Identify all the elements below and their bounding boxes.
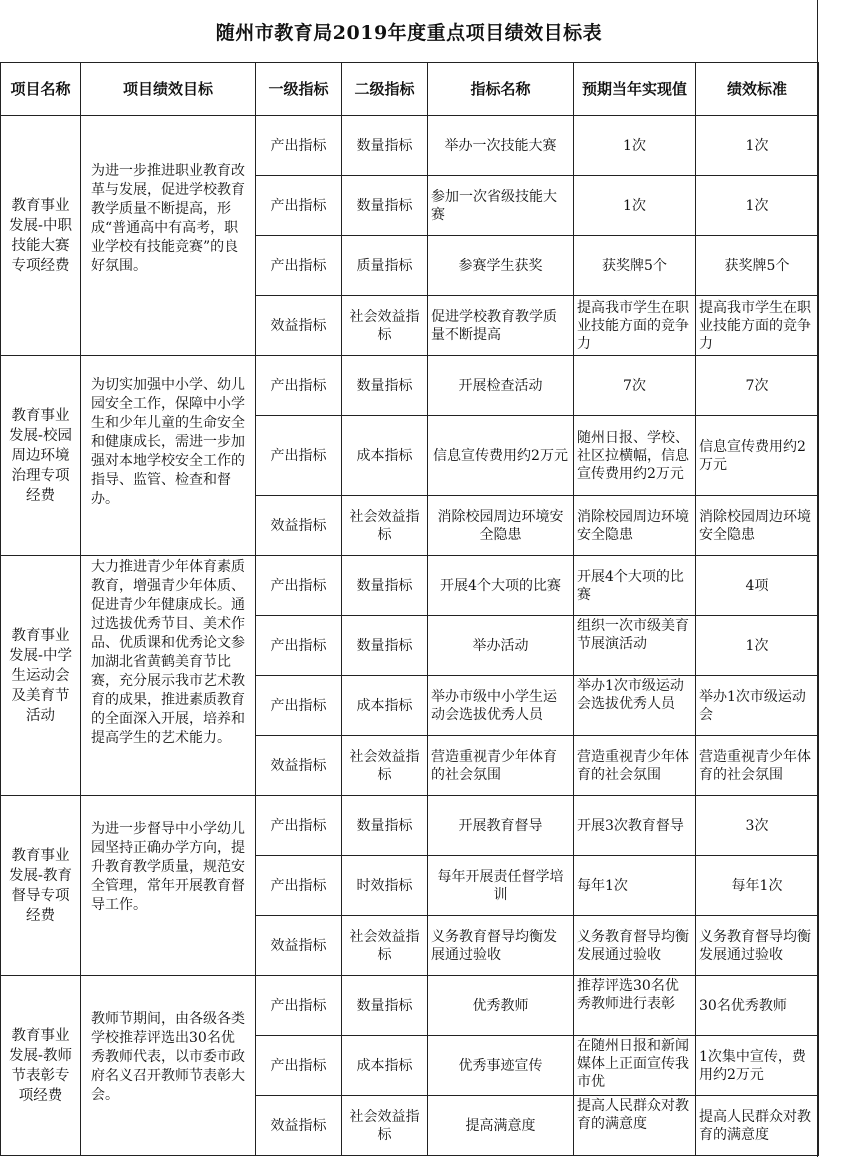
level1-cell: 效益指标: [256, 1096, 342, 1156]
level2-cell: 数量指标: [342, 556, 428, 616]
indicator-cell: 开展教育督导: [428, 796, 574, 856]
project-goal: 为进一步督导中小学幼儿园坚持正确办学方向，提升教育教学质量，规范安全管理，常年开展教育督导工作。: [81, 796, 256, 976]
table-row: [1, 796, 819, 856]
indicator-cell: 每年开展责任督学培训: [428, 856, 574, 916]
indicator-cell: 提高满意度: [428, 1096, 574, 1156]
indicator-cell: 举办一次技能大赛: [428, 116, 574, 176]
expected-cell: 获奖牌5个: [574, 236, 696, 296]
standard-cell: 义务教育督导均衡发展通过验收: [696, 916, 819, 976]
standard-cell: 3次: [696, 796, 819, 856]
expected-cell: 7次: [574, 356, 696, 416]
indicator-cell: 举办活动: [428, 616, 574, 676]
level2-cell: 社会效益指标: [342, 1096, 428, 1156]
indicator-cell: 营造重视青少年体育的社会氛围: [428, 736, 574, 796]
level1-cell: 产出指标: [256, 116, 342, 176]
standard-cell: 消除校园周边环境安全隐患: [696, 496, 819, 556]
project-name: 教育事业发展-教师节表彰专项经费: [1, 976, 81, 1156]
indicator-cell: 开展4个大项的比赛: [428, 556, 574, 616]
standard-cell: 提高我市学生在职业技能方面的竞争力: [696, 296, 819, 356]
standard-cell: 30名优秀教师: [696, 976, 819, 1036]
standard-cell: 举办1次市级运动会: [696, 676, 819, 736]
level1-cell: 产出指标: [256, 796, 342, 856]
standard-cell: 1次集中宣传，费用约2万元: [696, 1036, 819, 1096]
indicator-cell: 义务教育督导均衡发展通过验收: [428, 916, 574, 976]
indicator-cell: 开展检查活动: [428, 356, 574, 416]
project-name: 教育事业发展-中学生运动会及美育节活动: [1, 556, 81, 796]
table-row: [1, 116, 819, 176]
level2-cell: 社会效益指标: [342, 496, 428, 556]
expected-cell: 在随州日报和新闻媒体上正面宣传我市优: [574, 1036, 696, 1096]
indicator-cell: 参赛学生获奖: [428, 236, 574, 296]
level2-cell: 社会效益指标: [342, 296, 428, 356]
standard-cell: 1次: [696, 116, 819, 176]
level1-cell: 效益指标: [256, 496, 342, 556]
header-expected: 预期当年实现值: [574, 63, 696, 116]
page-title: 随州市教育局2019年度重点项目绩效目标表: [215, 21, 603, 44]
level2-cell: 成本指标: [342, 1036, 428, 1096]
header-level1: 一级指标: [256, 63, 342, 116]
indicator-cell: 优秀事迹宣传: [428, 1036, 574, 1096]
standard-cell: 7次: [696, 356, 819, 416]
project-goal: 为切实加强中小学、幼儿园安全工作，保障中小学生和少年儿童的生命安全和健康成长，需进一步加强对本地学校安全工作的指导、监管、检查和督办。: [81, 356, 256, 556]
table-row: [1, 356, 819, 416]
header-level2: 二级指标: [342, 63, 428, 116]
standard-cell: 1次: [696, 176, 819, 236]
level1-cell: 产出指标: [256, 976, 342, 1036]
project-name: 教育事业发展-中职技能大赛专项经费: [1, 116, 81, 356]
level1-cell: 效益指标: [256, 916, 342, 976]
standard-cell: 提高人民群众对教育的满意度: [696, 1096, 819, 1156]
project-name: 教育事业发展-教育督导专项经费: [1, 796, 81, 976]
level2-cell: 数量指标: [342, 796, 428, 856]
indicator-cell: 优秀教师: [428, 976, 574, 1036]
level1-cell: 产出指标: [256, 356, 342, 416]
expected-cell: 消除校园周边环境安全隐患: [574, 496, 696, 556]
project-name: 教育事业发展-校园周边环境治理专项经费: [1, 356, 81, 556]
level1-cell: 产出指标: [256, 556, 342, 616]
expected-cell: 随州日报、学校、社区拉横幅，信息宣传费用约2万元: [574, 416, 696, 496]
standard-cell: 获奖牌5个: [696, 236, 819, 296]
level2-cell: 数量指标: [342, 616, 428, 676]
standard-cell: 营造重视青少年体育的社会氛围: [696, 736, 819, 796]
level1-cell: 产出指标: [256, 416, 342, 496]
standard-cell: 每年1次: [696, 856, 819, 916]
project-goal: 为进一步推进职业教育改革与发展，促进学校教育教学质量不断提高，形成“普通高中有高考，职业学校有技能竞赛”的良好氛围。: [81, 116, 256, 356]
project-goal: 教师节期间，由各级各类学校推荐评选出30名优秀教师代表，以市委市政府名义召开教师节表彰大会。: [81, 976, 256, 1156]
level2-cell: 数量指标: [342, 176, 428, 236]
indicator-cell: 促进学校教育教学质量不断提高: [428, 296, 574, 356]
expected-cell: 推荐评选30名优秀教师进行表彰: [574, 976, 696, 1036]
standard-cell: 4项: [696, 556, 819, 616]
indicator-cell: 信息宣传费用约2万元: [428, 416, 574, 496]
indicator-cell: 举办市级中小学生运动会选拔优秀人员: [428, 676, 574, 736]
level1-cell: 产出指标: [256, 176, 342, 236]
table-row: [1, 976, 819, 1036]
expected-cell: 组织一次市级美育节展演活动: [574, 616, 696, 676]
expected-cell: 举办1次市级运动会选拔优秀人员: [574, 676, 696, 736]
level2-cell: 数量指标: [342, 356, 428, 416]
indicator-cell: 参加一次省级技能大赛: [428, 176, 574, 236]
level2-cell: 社会效益指标: [342, 736, 428, 796]
header-standard: 绩效标准: [696, 63, 819, 116]
level2-cell: 数量指标: [342, 116, 428, 176]
header-goal: 项目绩效目标: [81, 63, 256, 116]
level1-cell: 产出指标: [256, 676, 342, 736]
expected-cell: 每年1次: [574, 856, 696, 916]
expected-cell: 开展4个大项的比赛: [574, 556, 696, 616]
level2-cell: 数量指标: [342, 976, 428, 1036]
level1-cell: 效益指标: [256, 296, 342, 356]
expected-cell: 义务教育督导均衡发展通过验收: [574, 916, 696, 976]
level2-cell: 时效指标: [342, 856, 428, 916]
indicator-cell: 消除校园周边环境安全隐患: [428, 496, 574, 556]
expected-cell: 1次: [574, 176, 696, 236]
level1-cell: 产出指标: [256, 236, 342, 296]
level1-cell: 产出指标: [256, 1036, 342, 1096]
expected-cell: 1次: [574, 116, 696, 176]
level1-cell: 产出指标: [256, 856, 342, 916]
expected-cell: 提高我市学生在职业技能方面的竞争力: [574, 296, 696, 356]
standard-cell: 信息宣传费用约2万元: [696, 416, 819, 496]
header-project-name: 项目名称: [1, 63, 81, 116]
header-indicator: 指标名称: [428, 63, 574, 116]
project-goal: 大力推进青少年体育素质教育，增强青少年体质、促进青少年健康成长。通过选拔优秀节目、美术作品、优质课和优秀论文参加湖北省黄鹤美育节比赛，充分展示我市艺术教育的成果，推进素质教育的全面深入开展，培养和提高学生的艺术能力。: [81, 556, 256, 796]
level2-cell: 社会效益指标: [342, 916, 428, 976]
table-row: [1, 556, 819, 616]
level1-cell: 产出指标: [256, 616, 342, 676]
expected-cell: 提高人民群众对教育的满意度: [574, 1096, 696, 1156]
level2-cell: 成本指标: [342, 676, 428, 736]
standard-cell: 1次: [696, 616, 819, 676]
header-row: [1, 63, 819, 116]
level2-cell: 成本指标: [342, 416, 428, 496]
level1-cell: 效益指标: [256, 736, 342, 796]
expected-cell: 营造重视青少年体育的社会氛围: [574, 736, 696, 796]
performance-table: [0, 62, 819, 1156]
expected-cell: 开展3次教育督导: [574, 796, 696, 856]
level2-cell: 质量指标: [342, 236, 428, 296]
